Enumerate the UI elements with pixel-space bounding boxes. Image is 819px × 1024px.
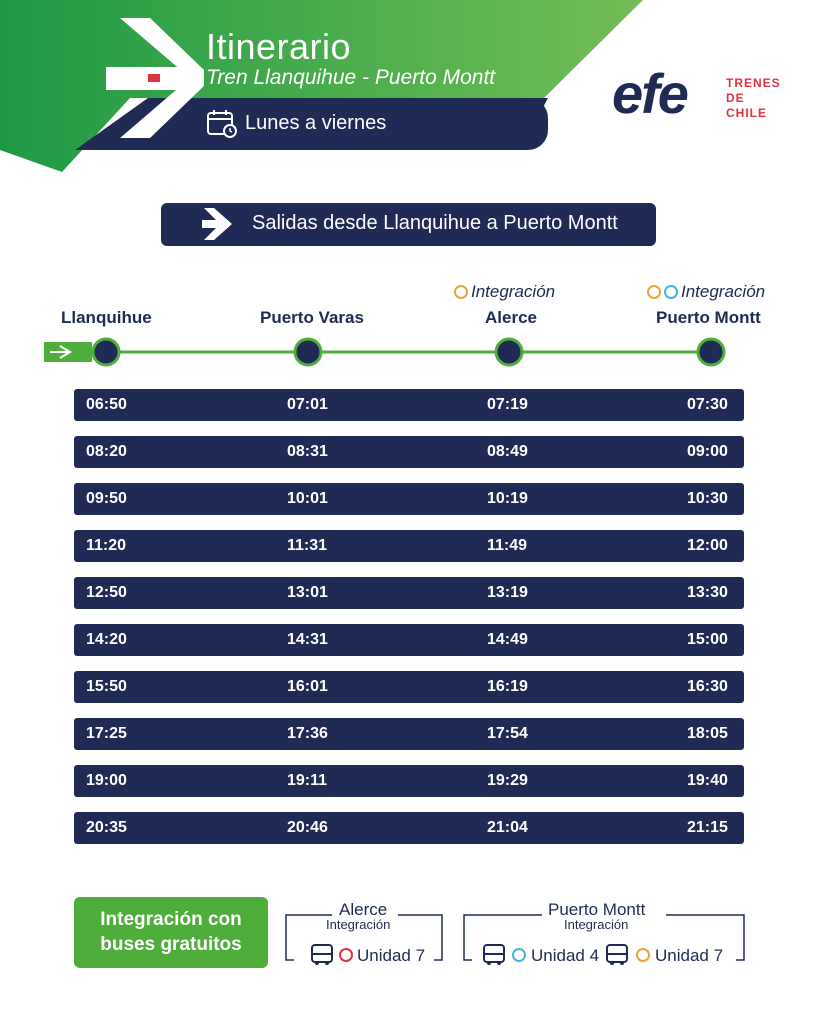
bus-icon (309, 942, 335, 968)
departure-time: 18:05 (687, 725, 728, 742)
departure-time: 19:11 (287, 772, 328, 789)
header-graphic (0, 0, 819, 180)
departure-time: 09:50 (86, 490, 127, 507)
logo-text-line3: CHILE (726, 106, 767, 120)
puerto-montt-title: Puerto Montt (548, 900, 646, 919)
table-row (74, 577, 744, 609)
departure-time: 20:35 (86, 819, 127, 836)
departure-time: 16:01 (287, 678, 328, 695)
departure-time: 14:31 (287, 631, 328, 648)
orange-ring-icon (636, 948, 650, 962)
integration-label-puerto-montt: Integración (647, 282, 765, 302)
departure-time: 13:19 (487, 584, 528, 601)
service-days: Lunes a viernes (245, 112, 387, 134)
table-row (74, 389, 744, 421)
departure-time: 16:19 (487, 678, 528, 695)
logo-text-line2: DE (726, 91, 745, 105)
alerce-unit: Unidad 7 (357, 946, 426, 965)
table-row (74, 718, 744, 750)
bus-icon (481, 942, 507, 968)
badge-line1: Integración con (100, 909, 242, 930)
departure-time: 14:20 (86, 631, 127, 648)
departure-time: 17:25 (86, 725, 127, 742)
departure-time: 10:19 (487, 490, 528, 507)
departure-time: 12:50 (86, 584, 127, 601)
badge-line2: buses gratuitos (100, 934, 242, 955)
table-row (74, 436, 744, 468)
departure-time: 06:50 (86, 396, 127, 413)
puerto-montt-unit-a: Unidad 4 (531, 946, 600, 965)
departure-time: 21:15 (687, 819, 728, 836)
table-row (74, 765, 744, 797)
stop-dot-llanquihue (93, 339, 119, 365)
departure-time: 14:49 (487, 631, 528, 648)
free-bus-integration-badge (74, 897, 268, 968)
departure-time: 08:31 (287, 443, 328, 460)
table-row (74, 624, 744, 656)
station-alerce: Alerce (485, 308, 537, 327)
departure-time: 07:01 (287, 396, 328, 413)
departure-time: 17:36 (287, 725, 328, 742)
departure-time: 07:19 (487, 396, 528, 413)
departure-time: 20:46 (287, 819, 328, 836)
departure-time: 19:40 (687, 772, 728, 789)
departure-time: 08:49 (487, 443, 528, 460)
bus-icon (604, 942, 630, 968)
integration-label-alerce: Integración (454, 282, 555, 302)
direction-banner-text: Salidas desde Llanquihue a Puerto Montt (252, 212, 618, 234)
logo-text-line1: TRENES (726, 76, 781, 90)
table-row (74, 530, 744, 562)
orange-ring-icon (454, 285, 468, 299)
departure-time: 11:49 (487, 537, 528, 554)
departure-time: 13:30 (687, 584, 728, 601)
table-row (74, 671, 744, 703)
route-line (40, 334, 740, 370)
stop-dot-alerce (496, 339, 522, 365)
departure-time: 10:01 (287, 490, 328, 507)
station-puerto-montt: Puerto Montt (656, 308, 761, 327)
logo-mark: efe (612, 62, 687, 125)
page-title: Itinerario (206, 26, 352, 67)
arrow-right-icon (200, 205, 242, 243)
red-ring-icon (339, 948, 353, 962)
departure-time: 08:20 (86, 443, 127, 460)
alerce-subtitle: Integración (326, 917, 391, 932)
departure-time: 12:00 (687, 537, 728, 554)
departure-time: 10:30 (687, 490, 728, 507)
departure-time: 11:31 (287, 537, 328, 554)
departure-time: 13:01 (287, 584, 328, 601)
blue-ring-icon (512, 948, 526, 962)
route-subtitle: Tren Llanquihue - Puerto Montt (206, 66, 496, 89)
table-row (74, 812, 744, 844)
departure-time: 19:29 (487, 772, 528, 789)
stop-dot-puerto-montt (698, 339, 724, 365)
stop-dot-puerto-varas (295, 339, 321, 365)
departure-time: 11:20 (86, 537, 127, 554)
calendar-icon (206, 108, 238, 138)
departure-time: 16:30 (687, 678, 728, 695)
orange-ring-icon (647, 285, 661, 299)
alerce-title: Alerce (339, 900, 388, 919)
departure-time: 07:30 (687, 396, 728, 413)
station-puerto-varas: Puerto Varas (260, 308, 364, 327)
puerto-montt-subtitle: Integración (564, 917, 629, 932)
departure-time: 09:00 (687, 443, 728, 460)
departure-time: 19:00 (86, 772, 127, 789)
departure-time: 15:00 (687, 631, 728, 648)
table-row (74, 483, 744, 515)
station-llanquihue: Llanquihue (61, 308, 152, 327)
departure-time: 15:50 (86, 678, 127, 695)
puerto-montt-unit-b: Unidad 7 (655, 946, 724, 965)
departure-time: 21:04 (487, 819, 528, 836)
departure-time: 17:54 (487, 725, 528, 742)
blue-ring-icon (664, 285, 678, 299)
